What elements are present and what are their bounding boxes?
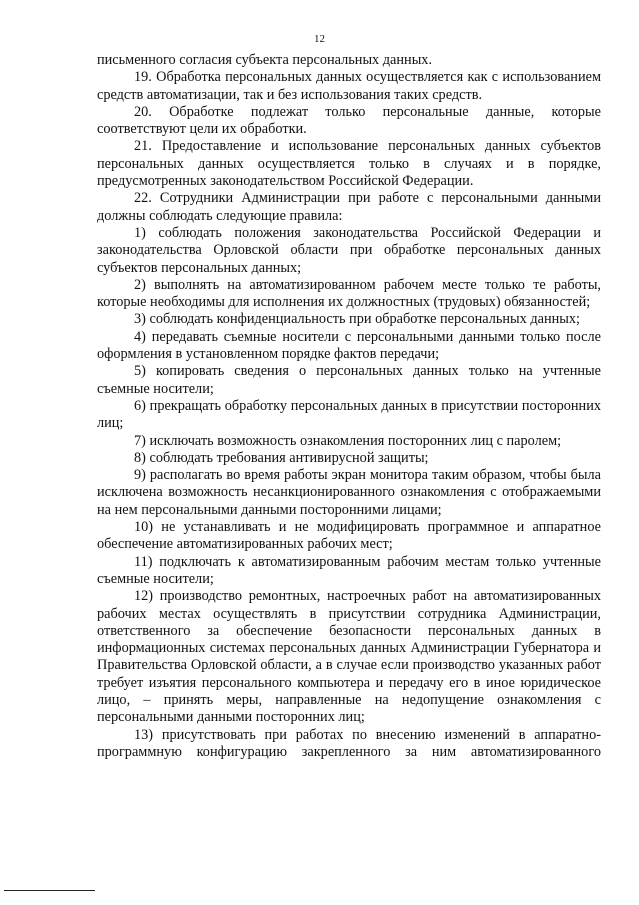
paragraph: письменного согласия субъекта персональных данных.	[97, 52, 433, 68]
paragraph: 6) прекращать обработку персональных данных в присутствии посторонних лиц;	[97, 397, 601, 432]
paragraph: 2) выполнять на автоматизированном рабочем месте только те работы, которые необходимы для исполнения их должностных (трудовых) обязанностей;	[97, 276, 601, 311]
paragraph: 7) исключать возможность ознакомления посторонних лиц с паролем;	[134, 432, 562, 449]
paragraph: 10) не устанавливать и не модифицировать программное и аппаратное обеспечение автоматизированных рабочих мест;	[97, 519, 601, 553]
paragraph: 21. Предоставление и использование персональных данных субъектов персональных данных осуществляется только в случаях и в порядке, предусмотренных законодательством Российской Федерации.	[97, 138, 601, 190]
paragraph: 9) располагать во время работы экран монитора таким образом, чтобы была исключена возможность несанкционированного ознакомления с отображаемыми на нем персональными данными посторонними лицами;	[97, 467, 601, 518]
paragraph: 5) копировать сведения о персональных данных только на учтенные съемные носители;	[97, 363, 601, 397]
paragraph: 13) присутствовать при работах по внесению изменений в аппаратно-программную конфигурацию закрепленного за ним автоматизированного	[97, 726, 601, 760]
paragraph: 22. Сотрудники Администрации при работе с персональными данными должны соблюдать следующие правила:	[97, 190, 601, 224]
paragraph: 19. Обработка персональных данных осуществляется как с использованием средств автоматизации, так и без использования таких средств.	[97, 69, 601, 103]
paragraph: 3) соблюдать конфиденциальность при обработке персональных данных;	[134, 311, 581, 328]
paragraph: 11) подключать к автоматизированным рабочим местам только учтенные съемные носители;	[97, 553, 601, 587]
paragraph: 1) соблюдать положения законодательства Российской Федерации и законодательства Орловской области при обработке персональных данных субъектов персональных данных;	[97, 224, 601, 276]
page-number: 12	[314, 33, 325, 45]
paragraph: 8) соблюдать требования антивирусной защиты;	[134, 449, 429, 466]
paragraph: 4) передавать съемные носители с персональными данными только после оформления в установленном порядке фактов передачи;	[97, 328, 601, 363]
footnote-separator	[4, 890, 95, 891]
paragraph: 20. Обработке подлежат только персональные данные, которые соответствуют цели их обработки.	[97, 103, 601, 138]
paragraph: 12) производство ремонтных, настроечных работ на автоматизированных рабочих местах осуществлять в присутствии сотрудника Администрации, ответственного за обеспечение безопасности персональных данных в информационных системах персональных данных Администрации Губернатора и Правительства Орловской области, а в случае если производство указанных работ требует изъятия персонального компьютера и передачу его в иное юридическое лицо, – принять меры, направленные на недопущение ознакомления с персональными данными посторонних лиц;	[97, 588, 601, 726]
document-body	[97, 52, 601, 761]
